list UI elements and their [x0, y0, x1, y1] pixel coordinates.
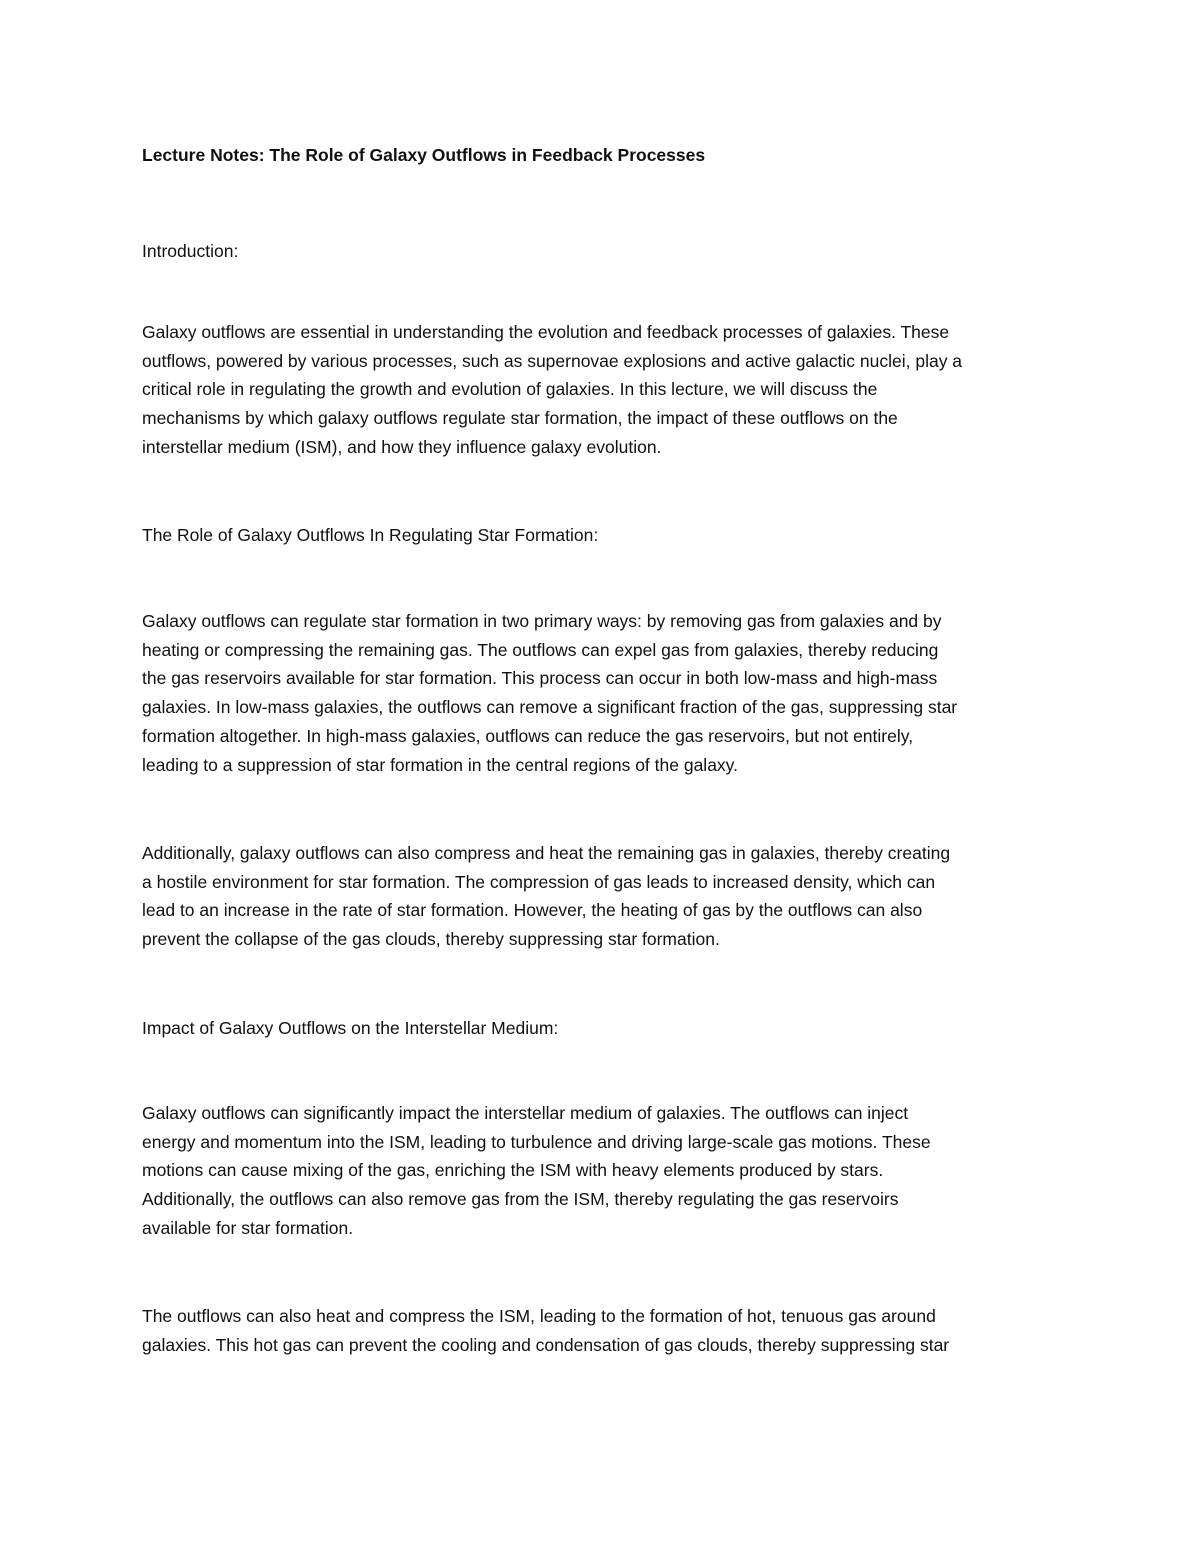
- text-line: galaxies. This hot gas can prevent the cooling and condensation of gas clouds, thereby suppressing star: [142, 1334, 950, 1355]
- section-heading-ism: Impact of Galaxy Outflows on the Interstellar Medium:: [142, 1018, 559, 1038]
- section-heading-star-formation: The Role of Galaxy Outflows In Regulating Star Formation:: [142, 525, 599, 545]
- text-line: lead to an increase in the rate of star formation. However, the heating of gas by the outflows can also: [142, 900, 923, 921]
- text-line: interstellar medium (ISM), and how they influence galaxy evolution.: [142, 436, 662, 457]
- text-line: The outflows can also heat and compress the ISM, leading to the formation of hot, tenuous gas around: [142, 1306, 936, 1326]
- text-line: heating or compressing the remaining gas. The outflows can expel gas from galaxies, thereby reducing: [142, 639, 939, 660]
- text-line: Additionally, the outflows can also remove gas from the ISM, thereby regulating the gas reservoirs: [142, 1189, 899, 1210]
- text-line: formation altogether. In high-mass galaxies, outflows can reduce the gas reservoirs, but not entirely,: [142, 725, 914, 746]
- text-line: mechanisms by which galaxy outflows regulate star formation, the impact of these outflows on the: [142, 408, 898, 429]
- text-line: energy and momentum into the ISM, leading to turbulence and driving large-scale gas motions. These: [142, 1131, 931, 1152]
- text-line: a hostile environment for star formation. The compression of gas leads to increased density, which can: [142, 871, 936, 892]
- text-line: critical role in regulating the growth and evolution of galaxies. In this lecture, we will discuss the: [142, 379, 878, 400]
- text-line: prevent the collapse of the gas clouds, thereby suppressing star formation.: [142, 929, 720, 950]
- text-line: Additionally, galaxy outflows can also compress and heat the remaining gas in galaxies, thereby creating: [142, 843, 951, 863]
- text-line: available for star formation.: [142, 1217, 354, 1238]
- text-line: galaxies. In low-mass galaxies, the outflows can remove a significant fraction of the gas, suppressing star: [142, 697, 958, 718]
- text-line: Galaxy outflows can significantly impact the interstellar medium of galaxies. The outflows can inject: [142, 1103, 909, 1123]
- text-line: Galaxy outflows can regulate star formation in two primary ways: by removing gas from galaxies and by: [142, 611, 942, 631]
- paragraph-star-formation-1: [142, 607, 1062, 779]
- text-line: motions can cause mixing of the gas, enriching the ISM with heavy elements produced by stars.: [142, 1160, 884, 1181]
- text-line: outflows, powered by various processes, such as supernovae explosions and active galactic nuclei, play a: [142, 350, 963, 371]
- paragraph-ism-1: [142, 1099, 1062, 1243]
- text-line: leading to a suppression of star formation in the central regions of the galaxy.: [142, 754, 738, 775]
- section-heading-introduction: Introduction:: [142, 241, 239, 261]
- paragraph-ism-2: [142, 1302, 1062, 1359]
- paragraph-star-formation-2: [142, 839, 1062, 954]
- text-line: Galaxy outflows are essential in understanding the evolution and feedback processes of galaxies. These: [142, 322, 950, 342]
- paragraph-introduction: [142, 318, 1062, 462]
- text-line: the gas reservoirs available for star formation. This process can occur in both low-mass and high-mass: [142, 668, 938, 689]
- document-title: Lecture Notes: The Role of Galaxy Outflows in Feedback Processes: [142, 145, 706, 165]
